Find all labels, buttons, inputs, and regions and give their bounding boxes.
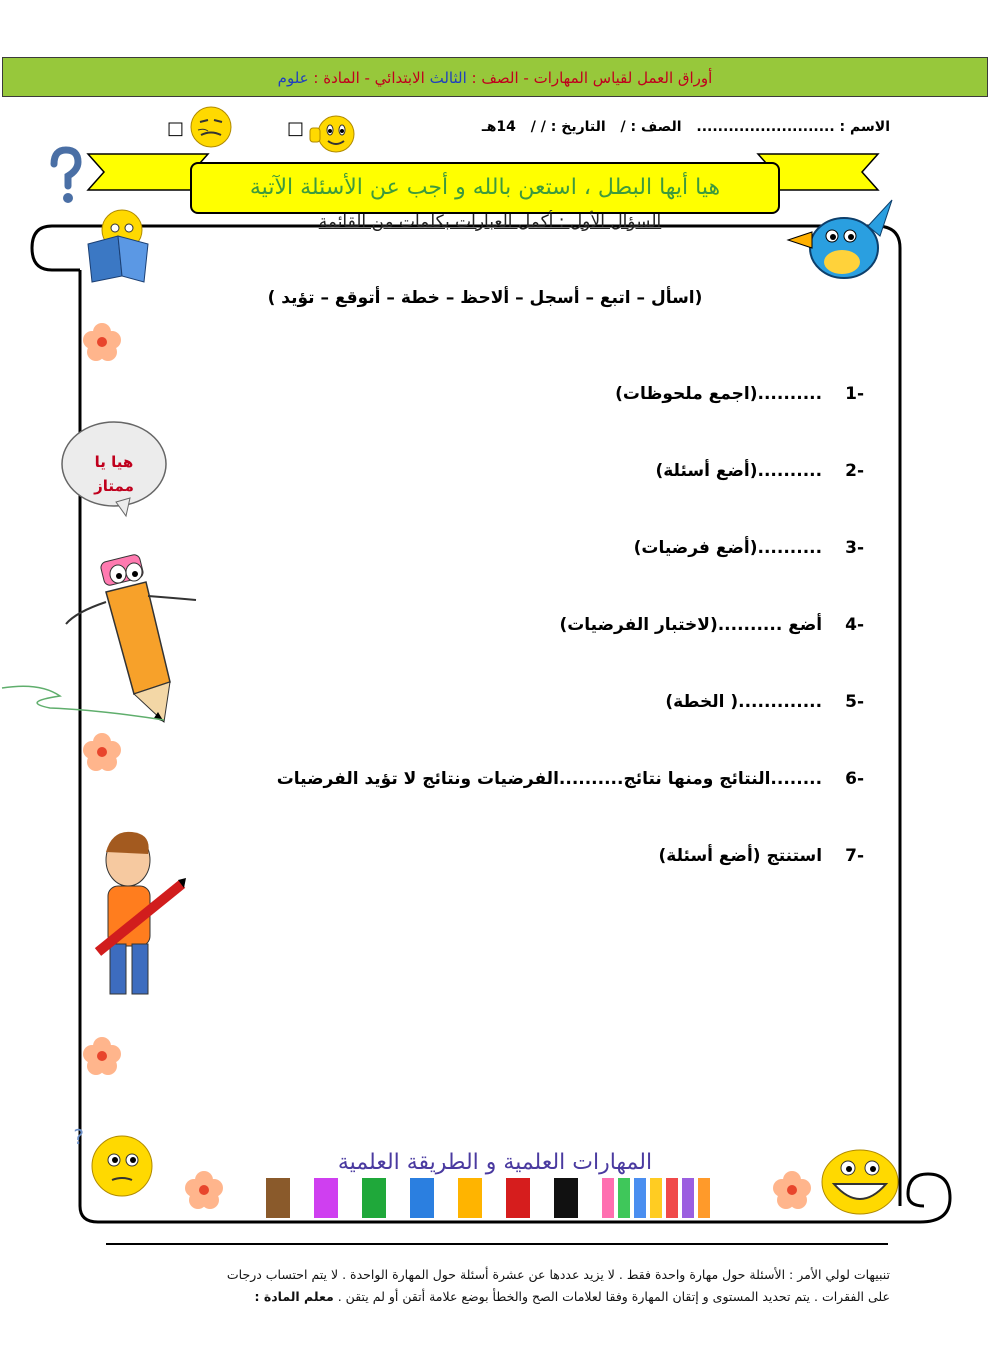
item-number: -5 [845, 692, 864, 712]
item-text: ..........(أضع فرضيات) [633, 538, 823, 558]
crayons-icon [262, 1168, 757, 1224]
date-field[interactable]: التاريخ : / / [530, 119, 606, 135]
question-item[interactable] [164, 692, 864, 712]
flower-icon [80, 320, 124, 364]
blue-bird-icon [784, 196, 896, 292]
header-subject: علوم [277, 69, 309, 87]
item-number: -3 [845, 538, 864, 558]
flower-icon [80, 730, 124, 774]
word-bank: (اسأل – اتبع – أسجل – ألاحظ – خطة – أتوقع – تؤيد ) [267, 288, 703, 308]
item-number: -7 [845, 846, 864, 866]
notes-line-2: على الفقرات . يتم تحديد المستوى و إتقان المهارة وفقا لعلامات الصح والخطأ بوضع علامة أتقن أو لم يتقن . [337, 1289, 890, 1304]
instruction-banner: هيا أيها البطل ، استعن بالله و أجب عن الأسئلة الآتية [190, 162, 780, 214]
class-field[interactable]: الصف : / [620, 119, 682, 135]
smiley-sad-icon [188, 104, 234, 150]
item-number: -1 [845, 384, 864, 404]
question-item[interactable] [164, 384, 864, 404]
question-item[interactable] [164, 846, 864, 866]
notes-line-1: تنبيهات لولي الأمر : الأسئلة حول مهارة واحدة فقط . لا يزيد عددها عن عشرة أسئلة حول المهارة الواحدة . لا يتم احتساب درجات [226, 1267, 890, 1282]
item-text: ..........(اجمع ملحوظات) [615, 384, 823, 404]
item-text: ..........(أضع أسئلة) [655, 461, 823, 481]
student-info-row [380, 119, 890, 145]
mastered-checkbox[interactable]: □ [287, 118, 305, 139]
footer-notes [100, 1264, 890, 1308]
question-1-title: السؤال الأول : أكمل العبارات بكلمات من القائمة [318, 212, 662, 232]
flower-icon [182, 1168, 226, 1212]
name-field[interactable]: الاسم : .......................... [696, 119, 890, 135]
thinking-smiley-icon [73, 1124, 158, 1200]
header-band [2, 57, 988, 97]
laughing-smiley-icon [818, 1144, 902, 1216]
item-text: أضع ..........(لاختبار الفرضيات) [559, 615, 823, 635]
speech-line-1: هيا يا [94, 453, 134, 471]
speech-bubble-text [66, 450, 162, 498]
svg-text:?: ? [73, 1125, 84, 1149]
footer-title: المهارات العلمية و الطريقة العلمية [337, 1150, 653, 1175]
teacher-label: معلم المادة : [254, 1289, 334, 1304]
item-text: استنتج (أضع أسئلة) [658, 846, 823, 866]
reading-smiley-icon [82, 206, 154, 282]
boy-with-pencil-icon [88, 822, 188, 1012]
not-mastered-checkbox[interactable]: □ [167, 118, 185, 139]
item-number: -4 [845, 615, 864, 635]
header-part1: أوراق العمل لقياس المهارات - الصف : [471, 69, 713, 87]
item-text: .............( الخطة) [665, 692, 823, 712]
footer-divider [106, 1243, 888, 1245]
year-field: 14هـ [481, 119, 516, 135]
item-text: ........النتائج ومنها نتائج..........الفرضيات ونتائج لا تؤيد الفرضيات [276, 769, 823, 789]
question-item[interactable] [164, 769, 864, 789]
question-item[interactable] [164, 461, 864, 481]
item-number: -2 [845, 461, 864, 481]
flower-icon [80, 1034, 124, 1078]
squiggle-line [0, 680, 170, 726]
question-item[interactable] [164, 538, 864, 558]
item-number: -6 [845, 769, 864, 789]
question-mark-icon [48, 148, 84, 206]
question-item[interactable] [164, 615, 864, 635]
flower-icon [770, 1168, 814, 1212]
header-grade: الثالث [429, 69, 467, 87]
header-part2: الابتدائي - المادة : [313, 69, 425, 87]
speech-line-2: ممتاز [94, 477, 134, 495]
